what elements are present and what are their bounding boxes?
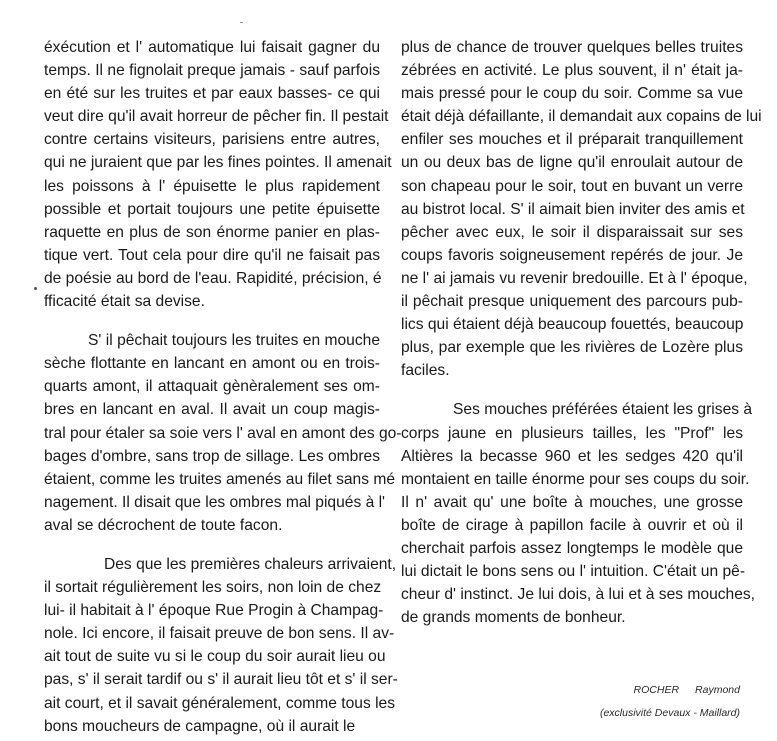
text-line: plus, par exemple que les rivières de Lozère plus — [401, 339, 743, 357]
text-line: était déjà défaillante, il demandait aux copains de lui — [401, 108, 762, 126]
text-line: lui dictait le bons sens ou l' intuition. C'était un pê- — [401, 563, 746, 581]
text-line: contre certains visiteurs, parisiens entre autres, — [44, 131, 380, 149]
text-line: éxécution et l' automatique lui faisait gagner du — [44, 39, 380, 56]
paragraph — [401, 36, 762, 382]
text-line: en été sur les truites et par eaux basses- ce qui — [44, 85, 380, 103]
text-line: enfiler ses mouches et il préparait tranquillement — [401, 131, 743, 149]
text-line: les poissons à l' épuisette le plus rapidement — [44, 177, 380, 195]
text-line: nagement. Il disait que les ombres mal piqués à l' — [44, 493, 386, 511]
text-line: nole. Ici encore, il faisait preuve de bon sens. Il av- — [44, 625, 395, 643]
author-name: ROCHER — [633, 684, 680, 696]
author-credit: (exclusivité Devaux - Maillard) — [599, 707, 740, 719]
text-line: boîte de cirage à papillon facile à ouvrir et où il — [401, 516, 743, 534]
text-line: mais pressé pour le coup du soir. Comme sa vue — [401, 85, 743, 103]
text-line: pas, s' il serait tardif ou s' il aurait lieu tôt et s' il ser- — [44, 671, 398, 689]
text-line: corps jaune en plusieurs tailles, les "Prof" les — [401, 424, 743, 442]
text-line: ait court, et il savait généralement, comme tous les — [44, 694, 396, 712]
text-line: au bistrot local. S' il aimait bien inviter des amis et — [401, 200, 745, 218]
author-signature — [560, 683, 740, 697]
text-line: de grands moments de bonheur. — [401, 609, 626, 627]
text-line: bons moucheurs de campagne, où il aurait le — [44, 717, 356, 735]
text-line: de poésie au bord de l'eau. Rapidité, précision, é — [44, 269, 382, 287]
author-surname: Raymond — [695, 684, 740, 696]
text-line: il sortait régulièrement les soirs, non loin de chez — [44, 579, 382, 597]
text-line: bres en lancant en aval. Il avait un coup magis- — [44, 401, 380, 419]
text-line: veut dire qu'il avait horreur de pêcher fin. Il pestait — [44, 108, 389, 126]
text-line: temps. Il ne fignolait preque jamais - sauf parfois — [44, 62, 380, 80]
paragraph — [44, 329, 402, 537]
text-line: faciles. — [401, 362, 450, 380]
text-line: pêcher avec eux, le soir il disparaissait sur ses — [401, 223, 743, 241]
text-line: fficacité était sa devise. — [44, 293, 205, 311]
paragraph — [401, 398, 756, 629]
right-column — [401, 36, 762, 629]
text-line: bages d'ombre, sans trop de sillage. Les ombres — [44, 447, 380, 465]
text-line: Des que les premières chaleurs arrivaient, — [104, 555, 397, 573]
text-line: montaient en taille énorme pour ses coups du soir. — [401, 470, 750, 488]
text-line: Altières la becasse 960 et les sedges 420 qu'il — [401, 447, 743, 465]
text-line: étaient, comme les truites amenés au filet sans mé — [44, 470, 396, 488]
text-line: ne l' ai jamais vu revenir bredouille. Et à l' époque, — [401, 269, 748, 287]
text-line: S' il pêchait toujours les truites en mouche — [88, 332, 380, 350]
text-line: son chapeau pour le soir, tout en buvant un verre — [401, 177, 743, 195]
text-line: lui- il habitait à l' époque Rue Progin à Champag- — [44, 602, 384, 620]
paragraph — [44, 36, 392, 313]
text-line: tral pour étaler sa soie vers l' aval en amont des go- — [44, 424, 402, 442]
text-line: zébrées en activité. Le plus souvent, il n' était ja- — [401, 62, 743, 80]
text-line: tique vert. Tout cela pour dire qu'il ne faisait pas — [44, 246, 380, 264]
left-column — [44, 36, 402, 738]
text-line: aval se décrochent de toute facon. — [44, 516, 283, 534]
text-line: coups favoris soigneusement repérés de jour. Je — [401, 246, 743, 264]
scan-speck — [34, 287, 37, 290]
scan-mark — [240, 22, 243, 23]
text-line: sèche flottante en lancant en amont ou en trois- — [44, 355, 380, 373]
text-line: cheur d' instinct. Je lui dois, à lui et à ses mouches, — [401, 586, 756, 604]
text-line: Il n' avait qu' une boîte à mouches, une grosse — [401, 493, 743, 511]
text-line: possible et portait toujours une petite épuisette — [44, 200, 380, 218]
text-line: cherchait parfois assez longtemps le modèle que — [401, 539, 743, 557]
paragraph — [44, 553, 398, 738]
text-line: Ses mouches préférées étaient les grises à — [453, 401, 753, 419]
text-line: qui ne juraient que par les fines pointes. Il amenait — [44, 154, 392, 172]
text-line: il pêchait presque uniquement des parcours pub- — [401, 293, 743, 311]
text-line: raquette en plus de son énorme panier en plas- — [44, 223, 380, 241]
text-line: un ou deux bas de ligne qu'il enroulait autour de — [401, 154, 743, 172]
text-line: ait tout de suite vu si le coup du soir aurait lieu ou — [44, 648, 386, 666]
text-line: quarts amont, il attaquait gènèralement ses om- — [44, 378, 380, 396]
text-line: plus de chance de trouver quelques belles truites — [401, 39, 743, 56]
text-line: lics qui étaient déjà beaucoup fouettés, beaucoup — [401, 316, 744, 334]
